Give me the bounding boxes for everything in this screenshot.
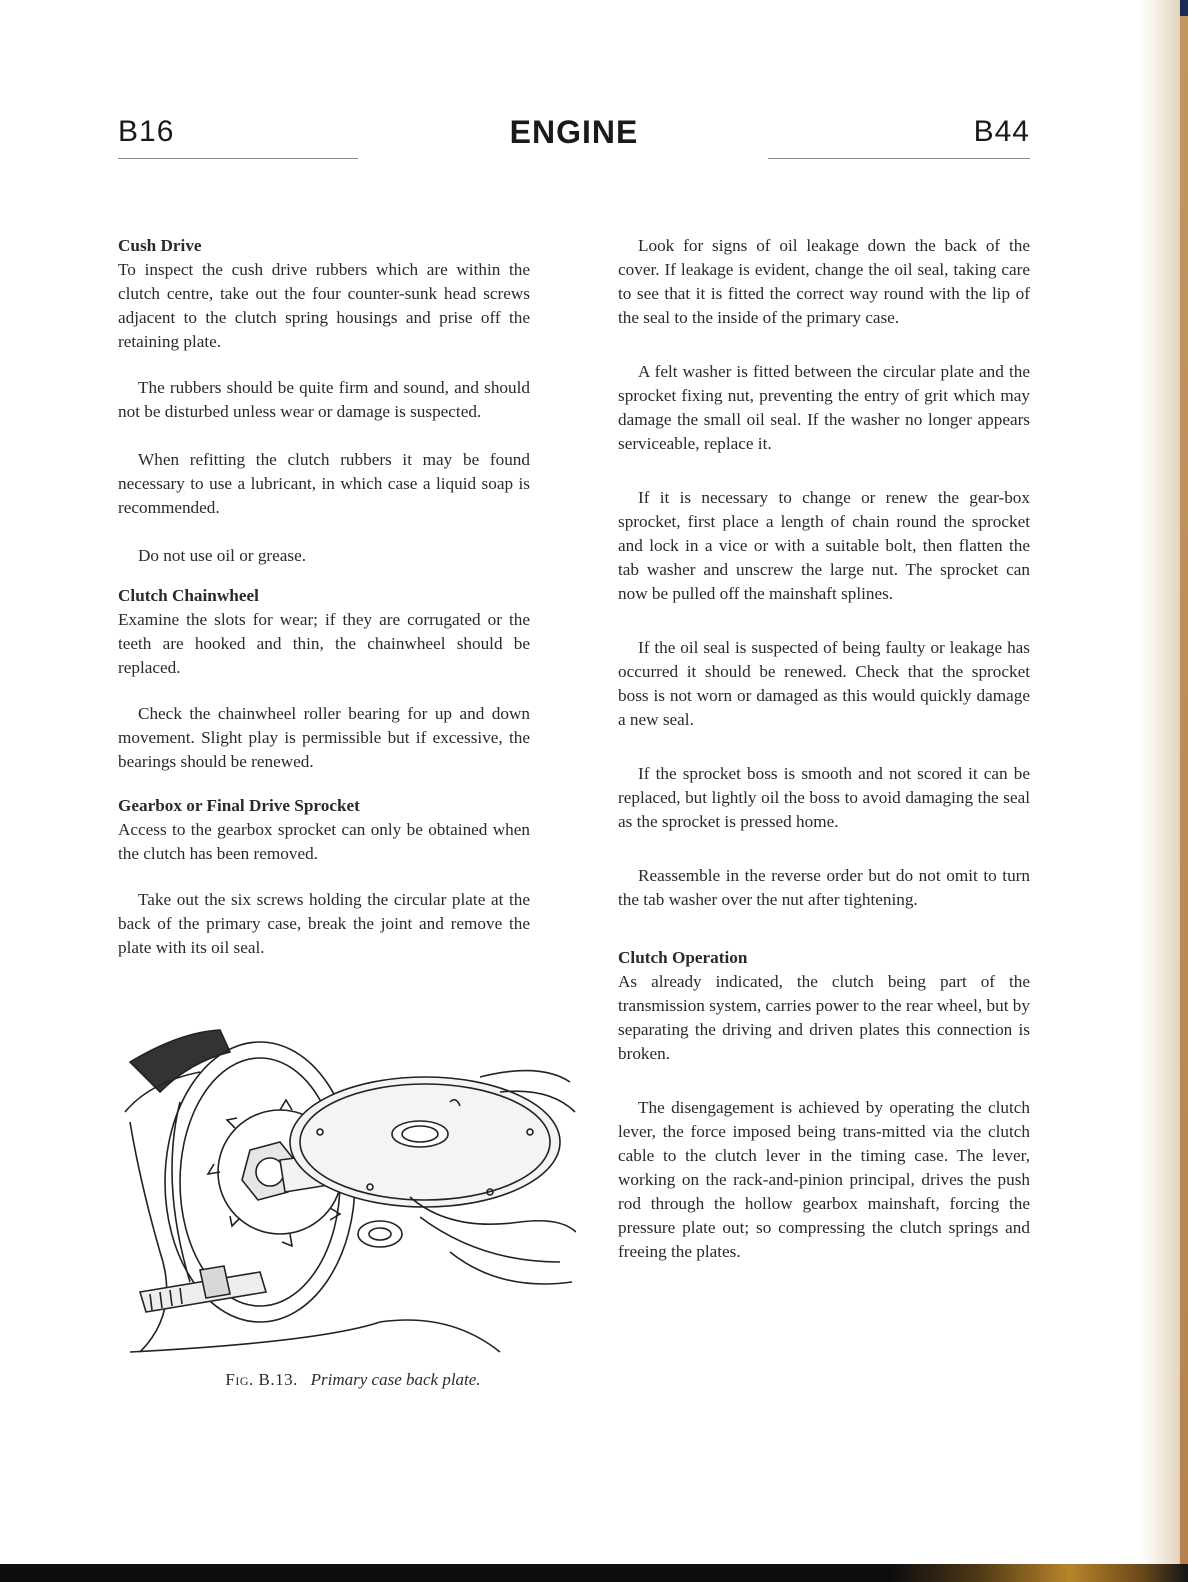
header-rule-right [768,158,1030,159]
figure-caption-text: Primary case back plate. [310,1370,481,1389]
left-column [118,234,530,984]
figure-caption [118,1370,588,1390]
section-code: B16 [118,115,175,148]
clutch-operation-para-2: The disengagement is achieved by operating the clutch lever, the force imposed being trans-mitted via the clutch cable to the clutch lever in the timing case. The lever, working on the rack-and-pinion principal, drives the push rod through the hollow gearbox mainshaft, forcing the pressure plate out; so compressing the clutch springs and freeing the plates. [618,1098,1030,1261]
heading-cush-drive: Cush Drive [118,236,202,255]
right-para-6: Reassemble in the reverse order but do not omit to turn the tab washer over the nut after tightening. [618,866,1030,909]
right-column [618,234,1030,1288]
right-para-1: Look for signs of oil leakage down the back of the cover. If leakage is evident, change the oil seal, taking care to see that it is fitted the correct way round with the lip of the seal to the inside of the primary case. [618,236,1030,327]
figure-illustration [120,1022,576,1362]
gearbox-sprocket-para-2: Take out the six screws holding the circular plate at the back of the primary case, break the joint and remove the plate with its oil seal. [118,890,530,957]
heading-gearbox-sprocket: Gearbox or Final Drive Sprocket [118,796,360,815]
header-rule-left [118,158,358,159]
figure-primary-case-back-plate [120,1022,576,1362]
scan-bottom-edge [0,1564,1188,1582]
figure-number: Fig. B.13. [225,1370,298,1389]
page-number: B44 [973,115,1030,148]
cush-drive-para-3: When refitting the clutch rubbers it may be found necessary to use a lubricant, in which case a liquid soap is recommended. [118,450,530,517]
page-binding-edge [1140,0,1188,1582]
right-para-4: If the oil seal is suspected of being faulty or leakage has occurred it should be renewed. Check that the sprocket boss is not worn or damaged as this would quickly damage a new seal. [618,638,1030,729]
gearbox-sprocket-para-1: Access to the gearbox sprocket can only be obtained when the clutch has been removed. [118,820,530,863]
heading-clutch-operation: Clutch Operation [618,948,748,967]
clutch-chainwheel-para-2: Check the chainwheel roller bearing for up and down movement. Slight play is permissible but if excessive, the bearings should be renewed. [118,704,530,771]
cush-drive-para-2: The rubbers should be quite firm and sound, and should not be disturbed unless wear or damage is suspected. [118,378,530,421]
clutch-operation-para-1: As already indicated, the clutch being part of the transmission system, carries power to the rear wheel, but by separating the driving and driven plates this connection is broken. [618,972,1030,1063]
page-header [118,112,1030,162]
cush-drive-para-4: Do not use oil or grease. [138,546,307,565]
heading-clutch-chainwheel: Clutch Chainwheel [118,586,259,605]
right-para-2: A felt washer is fitted between the circular plate and the sprocket fixing nut, preventing the entry of grit which may damage the small oil seal. If the washer no longer appears serviceable, replace it. [618,362,1030,453]
cush-drive-para-1: To inspect the cush drive rubbers which are within the clutch centre, take out the four counter-sunk head screws adjacent to the clutch spring housings and prise off the retaining plate. [118,260,530,351]
right-para-3: If it is necessary to change or renew the gear-box sprocket, first place a length of chain round the sprocket and lock in a vice or with a suitable bolt, then flatten the tab washer and unscrew the large nut. The sprocket can now be pulled off the mainshaft splines. [618,488,1030,603]
page-title: ENGINE [509,114,639,150]
right-para-5: If the sprocket boss is smooth and not scored it can be replaced, but lightly oil the boss to avoid damaging the seal as the sprocket is pressed home. [618,764,1030,831]
clutch-chainwheel-para-1: Examine the slots for wear; if they are corrugated or the teeth are hooked and thin, the chainwheel should be replaced. [118,610,530,677]
